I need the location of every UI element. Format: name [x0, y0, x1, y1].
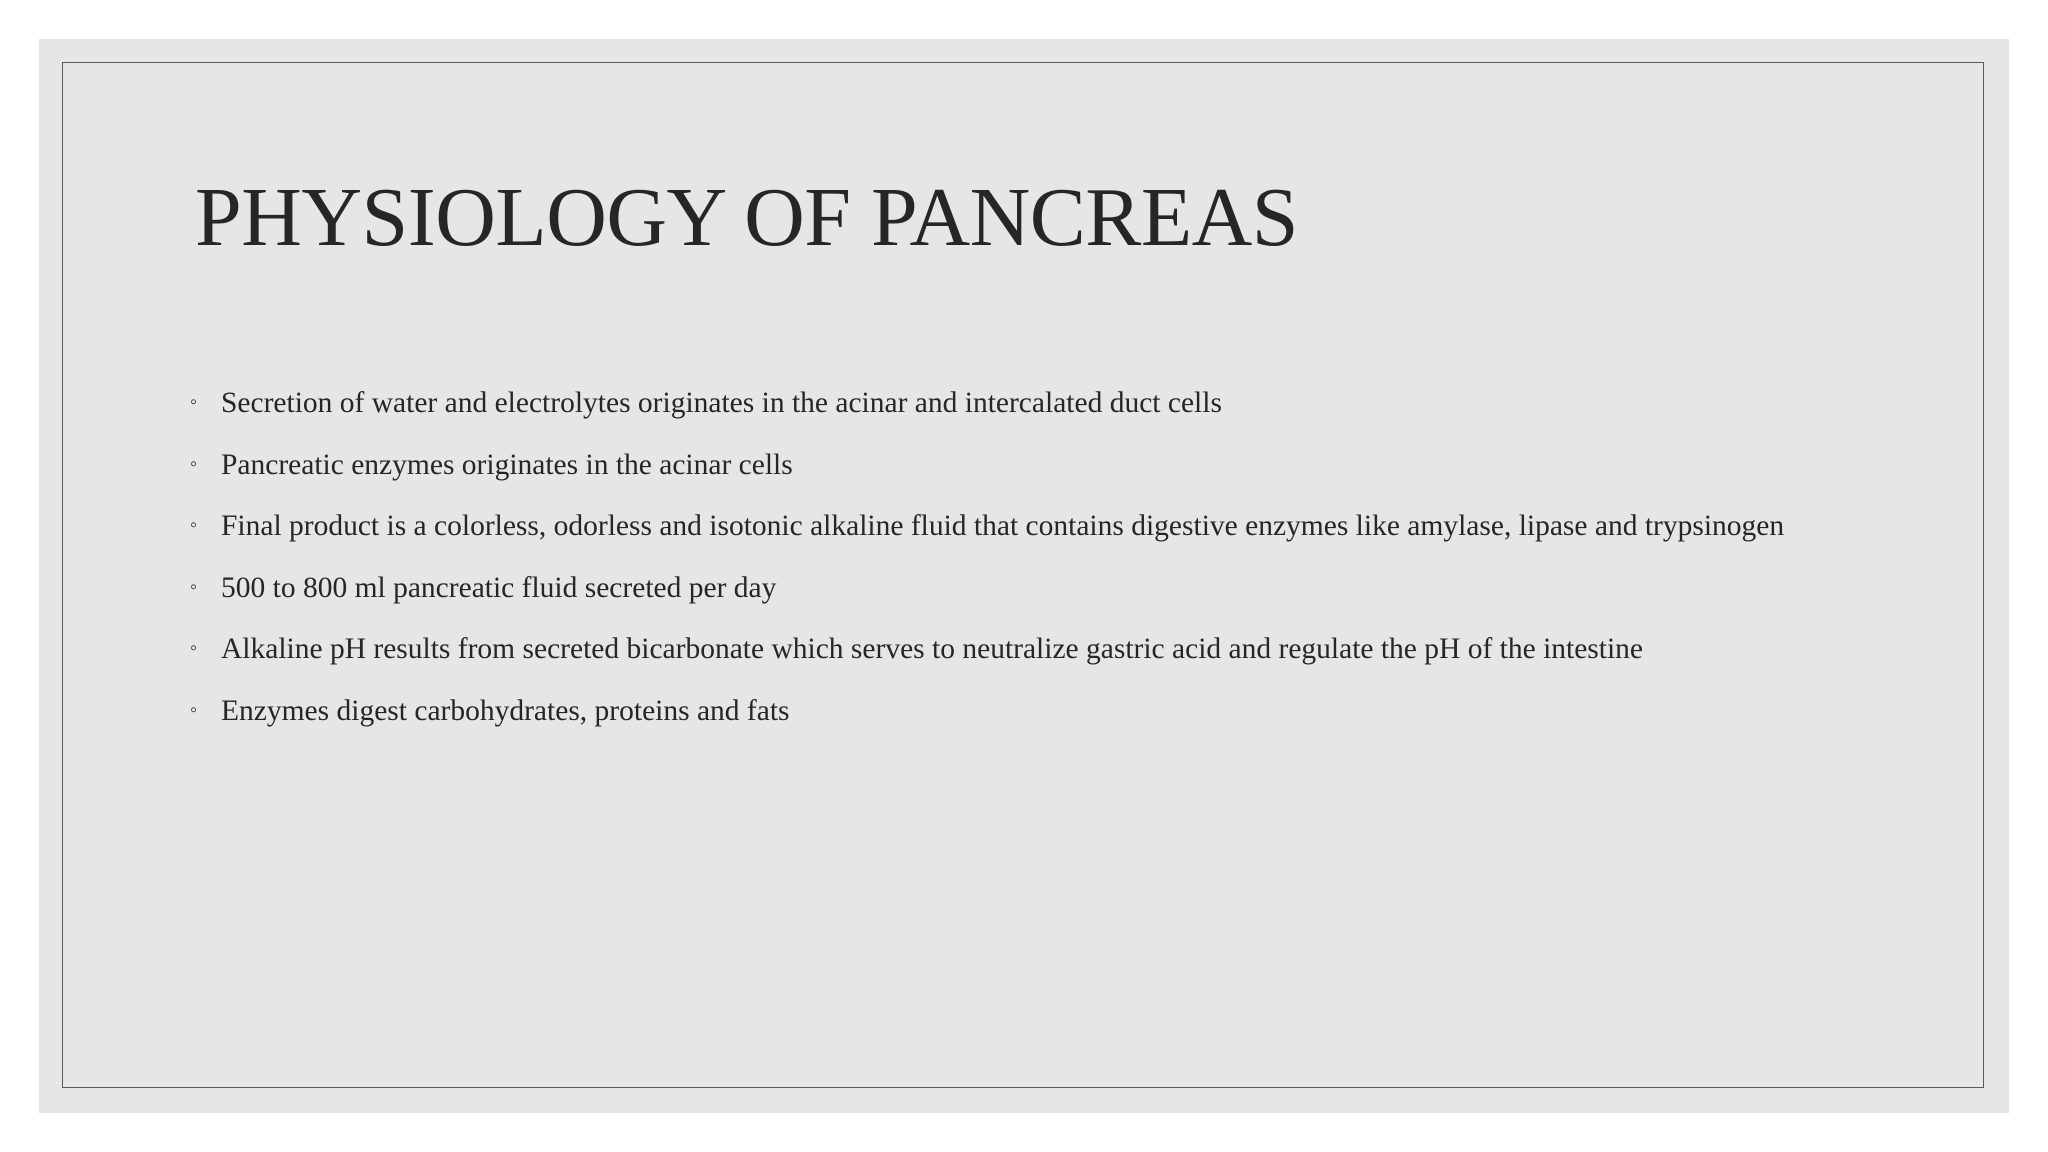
bullet-circle-icon: ◦	[190, 514, 198, 536]
bullet-circle-icon: ◦	[190, 698, 198, 721]
bullet-text: Secretion of water and electrolytes originates in the acinar and intercalated duct cells	[221, 387, 1222, 419]
slide-title: PHYSIOLOGY OF PANCREAS	[195, 171, 1299, 264]
slide	[39, 39, 2009, 1113]
bullet-text: Enzymes digest carbohydrates, proteins and fats	[221, 694, 790, 727]
bullet-text: Alkaline pH results from secreted bicarbonate which serves to neutralize gastric acid and regulate the pH of the intestine	[221, 633, 1644, 665]
bullet-list	[190, 387, 1890, 756]
bullet-item	[190, 633, 1890, 695]
bullet-item	[190, 510, 1890, 572]
bullet-text: 500 to 800 ml pancreatic fluid secreted per day	[221, 571, 777, 604]
bullet-text: Final product is a colorless, odorless and isotonic alkaline fluid that contains digestive enzymes like amylase, lipase and trypsinogen	[221, 510, 1785, 542]
bullet-circle-icon: ◦	[190, 452, 198, 475]
bullet-item	[190, 572, 1890, 634]
bullet-circle-icon: ◦	[190, 575, 198, 598]
bullet-item	[190, 695, 1890, 757]
bullet-text: Pancreatic enzymes originates in the acinar cells	[221, 448, 793, 481]
bullet-circle-icon: ◦	[190, 637, 198, 659]
bullet-item	[190, 387, 1890, 449]
bullet-circle-icon: ◦	[190, 391, 198, 413]
bullet-item	[190, 449, 1890, 511]
